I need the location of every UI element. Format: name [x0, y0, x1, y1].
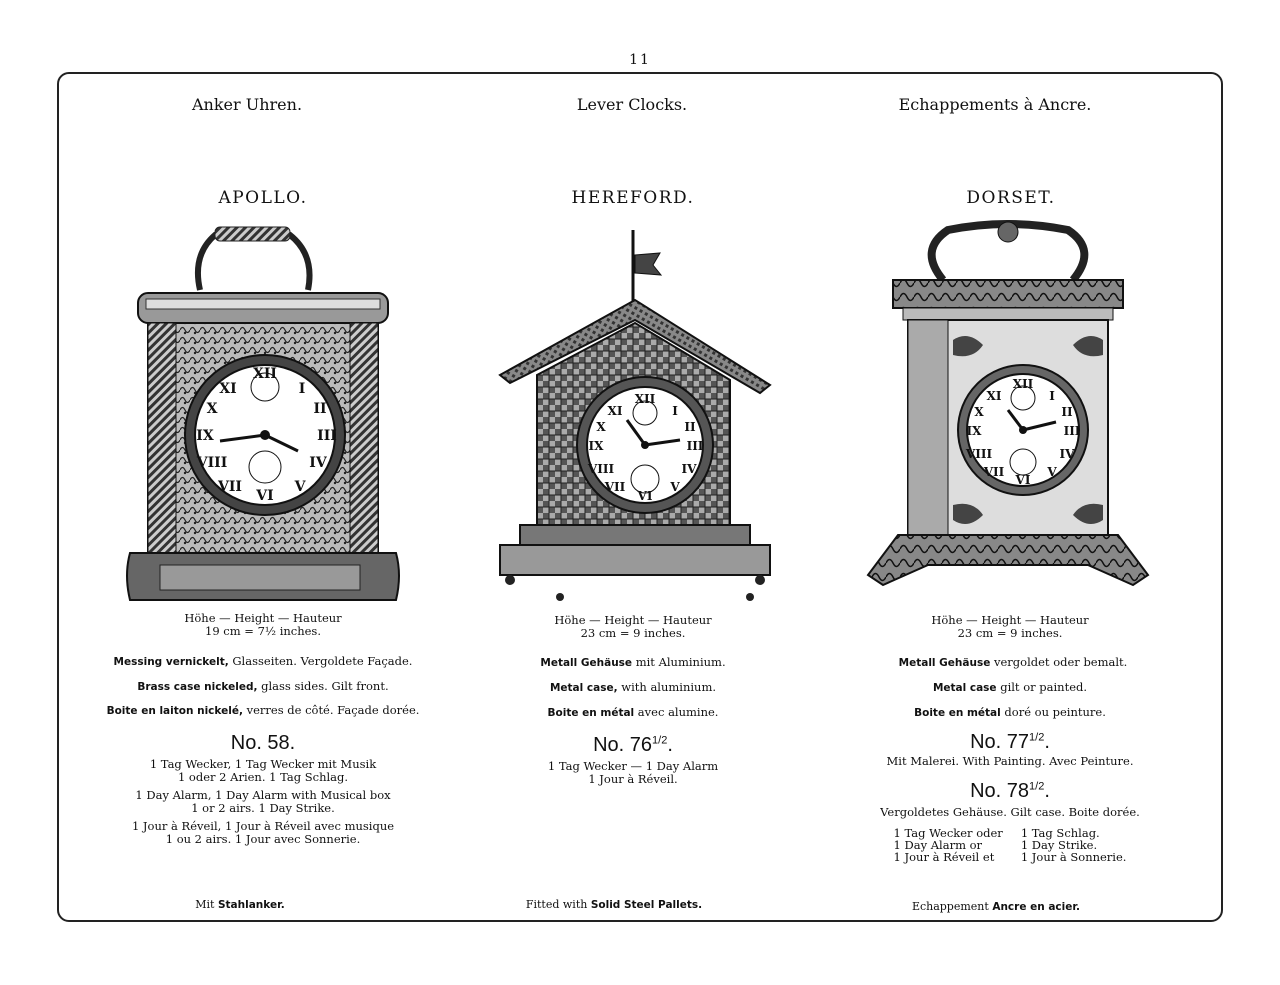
page-number: 11 [629, 52, 651, 68]
svg-text:XI: XI [219, 381, 237, 397]
svg-text:II: II [313, 401, 327, 417]
desc-text: with aluminium. [617, 680, 717, 694]
dorset-desc-german [813, 656, 1213, 670]
hereford-clock-illustration [495, 225, 775, 610]
svg-text:IV: IV [309, 455, 327, 471]
table-cell: 1 Day Alarm or [893, 838, 983, 852]
svg-text:II: II [684, 420, 696, 434]
desc-text: gilt or painted. [996, 680, 1088, 694]
desc-bold: Metall Gehäuse [540, 657, 633, 669]
number-fraction: 1/2 [652, 734, 668, 747]
desc-text: glass sides. Gilt front. [257, 679, 389, 693]
number-end: . [1044, 780, 1050, 802]
number-end: . [667, 734, 673, 756]
hereford-model-number [433, 734, 833, 757]
dorset-model-number-77 [810, 731, 1210, 754]
desc-text: vergoldet oder bemalt. [990, 655, 1128, 669]
dorset-footer [796, 900, 1196, 913]
number-main: No. 78 [970, 780, 1030, 802]
apollo-footer [40, 898, 440, 911]
desc-text: avec alumine. [634, 705, 719, 719]
desc-bold: Messing vernickelt, [113, 656, 229, 668]
svg-text:XII: XII [634, 392, 656, 406]
number-main: No. 76 [593, 734, 653, 756]
svg-text:I: I [672, 404, 678, 418]
svg-text:III: III [686, 439, 704, 453]
hereford-desc-english [433, 681, 833, 695]
dorset-options-table [810, 827, 1210, 863]
number-fraction: 1/2 [1029, 780, 1045, 793]
dorset-height [810, 614, 1210, 640]
apollo-options-german [63, 758, 463, 784]
apollo-desc-french [63, 704, 463, 718]
height-value: 23 cm = 9 inches. [957, 626, 1063, 640]
table-cell: 1 Tag Schlag. [1020, 826, 1100, 840]
svg-text:II: II [1061, 405, 1073, 419]
svg-text:IV: IV [1059, 447, 1075, 461]
footer-text: Echappement [911, 900, 993, 913]
svg-text:VI: VI [256, 488, 274, 504]
clock-name-dorset: DORSET. [966, 188, 1056, 208]
table-row [885, 851, 1136, 863]
desc-text: verres de côté. Façade dorée. [242, 703, 420, 717]
option-line: 1 Jour à Réveil. [588, 772, 678, 786]
table-cell: 1 Day Strike. [1020, 838, 1098, 852]
option-line: 1 oder 2 Arien. 1 Tag Schlag. [177, 770, 349, 784]
desc-bold: Boite en métal [914, 707, 1001, 719]
header-english: Lever Clocks. [576, 95, 688, 114]
header-french: Echappements à Ancre. [898, 95, 1092, 114]
svg-text:V: V [670, 480, 680, 494]
option-line: 1 Day Alarm, 1 Day Alarm with Musical box [135, 788, 391, 802]
desc-text: Glasseiten. Vergoldete Façade. [228, 654, 413, 668]
footer-text: Fitted with [525, 898, 591, 911]
clock-name-hereford: HEREFORD. [571, 188, 695, 208]
desc-text: doré ou peinture. [1000, 705, 1106, 719]
header-german: Anker Uhren. [191, 95, 303, 114]
svg-text:IV: IV [681, 462, 697, 476]
option-line: 1 Jour à Réveil, 1 Jour à Réveil avec musique [131, 819, 395, 833]
svg-text:XII: XII [253, 366, 277, 382]
svg-text:X: X [974, 405, 984, 419]
table-cell: 1 Jour à Sonnerie. [1020, 850, 1127, 864]
dorset-model-number-78 [810, 780, 1210, 803]
footer-bold: Ancre en acier. [992, 901, 1081, 913]
svg-text:VIII: VIII [965, 447, 993, 461]
height-value: 19 cm = 7½ inches. [205, 624, 321, 638]
svg-text:VII: VII [983, 465, 1005, 479]
footer-bold: Stahlanker. [217, 899, 285, 911]
desc-text: mit Aluminium. [632, 655, 726, 669]
svg-text:IX: IX [196, 428, 214, 444]
apollo-desc-english [63, 680, 463, 694]
option-line: 1 ou 2 airs. 1 Jour avec Sonnerie. [165, 832, 361, 846]
desc-bold: Metal case, [549, 682, 618, 694]
height-label: Höhe — Height — Hauteur [184, 611, 342, 625]
apollo-clock-illustration [120, 215, 410, 610]
svg-text:V: V [1047, 465, 1057, 479]
desc-bold: Brass case nickeled, [137, 681, 258, 693]
svg-text:V: V [294, 479, 306, 495]
svg-text:IX: IX [966, 424, 982, 438]
svg-text:IX: IX [588, 439, 604, 453]
svg-text:III: III [317, 428, 337, 444]
apollo-options-english [63, 789, 463, 815]
option-line: 1 Tag Wecker, 1 Tag Wecker mit Musik [149, 757, 377, 771]
svg-text:VI: VI [637, 489, 653, 503]
weathervane-flag [635, 253, 661, 275]
svg-text:VIII: VIII [196, 455, 228, 471]
desc-bold: Boite en laiton nickelé, [106, 705, 243, 717]
number-end: . [1044, 731, 1050, 753]
svg-text:VIII: VIII [587, 462, 615, 476]
dorset-gilt-note: Vergoldetes Gehäuse. Gilt case. Boite dorée. [880, 805, 1140, 819]
hereford-options [433, 760, 833, 786]
table-cell: 1 Tag Wecker oder [893, 826, 1003, 840]
number-main: No. 77 [970, 731, 1030, 753]
dorset-desc-french [810, 706, 1210, 720]
hereford-desc-french [433, 706, 833, 720]
svg-text:XI: XI [986, 389, 1002, 403]
svg-text:VI: VI [1015, 473, 1031, 487]
hereford-desc-german [433, 656, 833, 670]
apollo-model-number: No. 58. [230, 732, 296, 754]
height-value: 23 cm = 9 inches. [580, 626, 686, 640]
svg-text:III: III [1063, 424, 1081, 438]
height-label: Höhe — Height — Hauteur [554, 613, 712, 627]
option-line: 1 Tag Wecker — 1 Day Alarm [547, 759, 719, 773]
apollo-options-french [63, 820, 463, 846]
hereford-height [433, 614, 833, 640]
svg-text:XII: XII [1012, 377, 1034, 391]
svg-text:I: I [298, 381, 306, 397]
carry-handle [198, 235, 310, 290]
number-fraction: 1/2 [1029, 731, 1045, 744]
dorset-desc-english [810, 681, 1210, 695]
svg-text:VII: VII [218, 479, 242, 495]
desc-bold: Metal case [932, 682, 997, 694]
apollo-height [63, 612, 463, 638]
table-cell: 1 Jour à Réveil et [893, 850, 995, 864]
svg-text:VII: VII [604, 480, 626, 494]
option-line: 1 or 2 airs. 1 Day Strike. [191, 801, 335, 815]
svg-text:XI: XI [607, 404, 623, 418]
desc-bold: Boite en métal [547, 707, 635, 719]
clock-name-apollo: APOLLO. [218, 188, 308, 208]
svg-text:I: I [1049, 389, 1055, 403]
dorset-painting-note: Mit Malerei. With Painting. Avec Peinture. [886, 754, 1134, 768]
apollo-desc-german [63, 655, 463, 669]
hereford-footer [414, 898, 814, 911]
footer-text: Mit [195, 898, 218, 911]
footer-bold: Solid Steel Pallets. [590, 899, 703, 911]
svg-text:X: X [206, 401, 218, 417]
height-label: Höhe — Height — Hauteur [931, 613, 1089, 627]
dorset-clock-illustration [858, 220, 1158, 610]
desc-bold: Metall Gehäuse [898, 657, 991, 669]
svg-text:X: X [596, 420, 606, 434]
